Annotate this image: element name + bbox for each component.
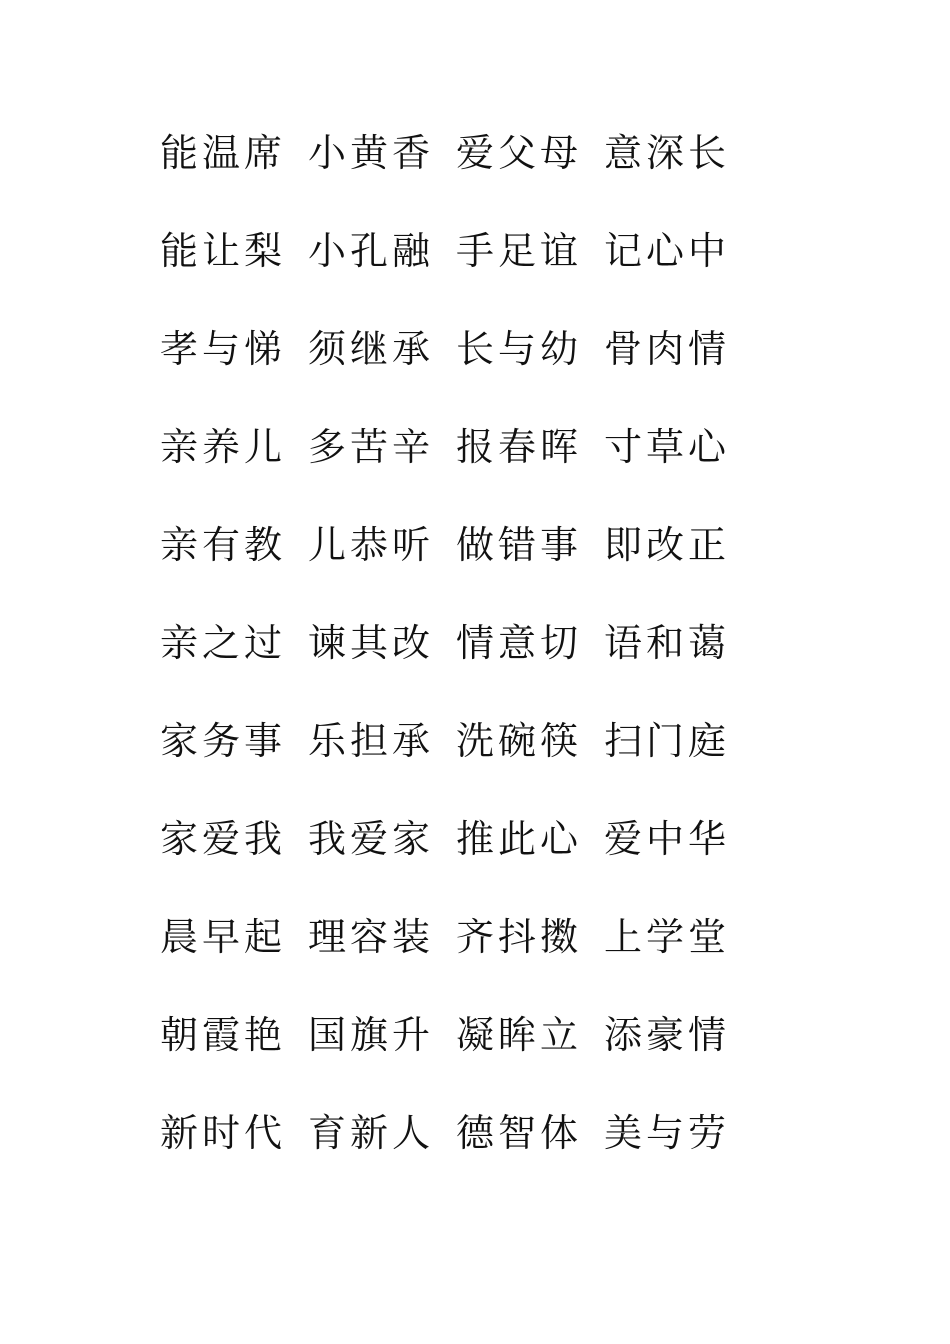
phrase: 情意切: [456, 621, 583, 665]
phrase: 长与幼: [456, 327, 583, 371]
verse-line-9: [160, 888, 760, 986]
verse-line-11: [160, 1084, 760, 1182]
verse-line-1: [160, 104, 760, 202]
phrase: 育新人: [308, 1111, 435, 1155]
verse-line-3: [160, 300, 760, 398]
phrase: 凝眸立: [456, 1013, 583, 1057]
phrase: 即改正: [604, 523, 731, 567]
phrase: 家爱我: [160, 817, 287, 861]
phrase: 齐抖擞: [456, 915, 583, 959]
phrase: 报春晖: [456, 425, 583, 469]
verse-line-2: [160, 202, 760, 300]
verse-lines: [160, 104, 760, 1182]
phrase: 骨肉情: [604, 327, 731, 371]
phrase: 能温席: [160, 131, 287, 175]
phrase: 语和蔼: [604, 621, 731, 665]
phrase: 意深长: [604, 131, 731, 175]
phrase: 乐担承: [308, 719, 435, 763]
phrase: 谏其改: [308, 621, 435, 665]
phrase: 朝霞艳: [160, 1013, 287, 1057]
verse-line-4: [160, 398, 760, 496]
phrase: 我爱家: [308, 817, 435, 861]
phrase: 须继承: [308, 327, 435, 371]
phrase: 手足谊: [456, 229, 583, 273]
phrase: 理容装: [308, 915, 435, 959]
phrase: 孝与悌: [160, 327, 287, 371]
phrase: 家务事: [160, 719, 287, 763]
verse-line-6: [160, 594, 760, 692]
phrase: 推此心: [456, 817, 583, 861]
phrase: 亲养儿: [160, 425, 287, 469]
phrase: 小黄香: [308, 131, 435, 175]
phrase: 亲之过: [160, 621, 287, 665]
phrase: 洗碗筷: [456, 719, 583, 763]
phrase: 爱中华: [604, 817, 731, 861]
phrase: 记心中: [604, 229, 731, 273]
verse-line-7: [160, 692, 760, 790]
phrase: 国旗升: [308, 1013, 435, 1057]
phrase: 小孔融: [308, 229, 435, 273]
phrase: 多苦辛: [308, 425, 435, 469]
phrase: 美与劳: [604, 1111, 731, 1155]
phrase: 上学堂: [604, 915, 731, 959]
phrase: 添豪情: [604, 1013, 731, 1057]
phrase: 晨早起: [160, 915, 287, 959]
verse-line-10: [160, 986, 760, 1084]
phrase: 亲有教: [160, 523, 287, 567]
verse-line-8: [160, 790, 760, 888]
phrase: 新时代: [160, 1111, 287, 1155]
phrase: 能让梨: [160, 229, 287, 273]
phrase: 寸草心: [604, 425, 731, 469]
verse-line-5: [160, 496, 760, 594]
phrase: 爱父母: [456, 131, 583, 175]
phrase: 德智体: [456, 1111, 583, 1155]
phrase: 做错事: [456, 523, 583, 567]
phrase: 儿恭听: [308, 523, 435, 567]
phrase: 扫门庭: [604, 719, 731, 763]
